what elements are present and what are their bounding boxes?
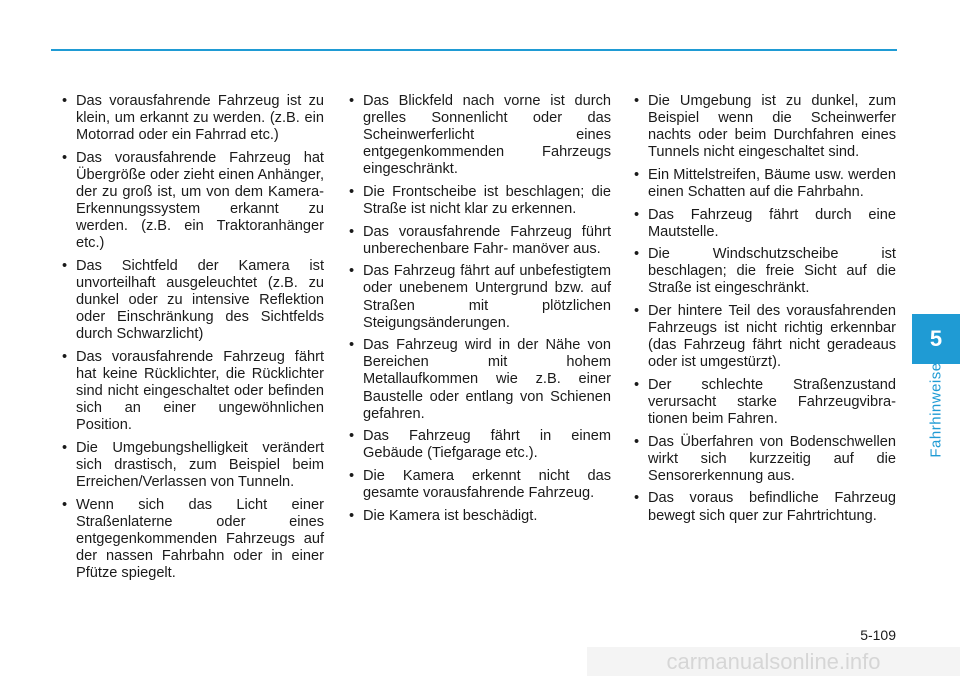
list-item: • Das Überfahren von Bodenschwellen wirkt sich kurzzeitig auf die Sensorerkennung aus. bbox=[634, 434, 896, 485]
list-item: • Wenn sich das Licht einer Straßenlaterne oder eines entgegenkommenden Fahrzeugs auf der nassen Fahrbahn oder in einer Pfütze spiegelt. bbox=[62, 497, 324, 582]
list-item: • Ein Mittelstreifen, Bäume usw. werden einen Schatten auf die Fahrbahn. bbox=[634, 167, 896, 201]
list-item: • Das Fahrzeug wird in der Nähe von Bereichen mit hohem Metallaufkommen wie z.B. einer Baustelle oder entlang von Schienen gefahren. bbox=[349, 337, 611, 422]
watermark-text: carmanualsonline.info bbox=[587, 647, 960, 676]
list-item: • Das Fahrzeug fährt in einem Gebäude (Tiefgarage etc.). bbox=[349, 428, 611, 462]
list-item: • Das vorausfahrende Fahrzeug fährt hat keine Rücklichter, die Rücklichter sind nicht eingeschaltet oder befinden sich an einer ungewöhnlichen Position. bbox=[62, 349, 324, 434]
list-item: • Die Frontscheibe ist beschlagen; die Straße ist nicht klar zu erkennen. bbox=[349, 184, 611, 218]
list-item: • Der hintere Teil des vorausfahrenden Fahrzeugs ist nicht richtig erkennbar (das Fahrzeug fährt nicht geradeaus oder ist umgestürzt). bbox=[634, 303, 896, 371]
list-item: • Das vorausfahrende Fahrzeug führt unberechenbare Fahr- manöver aus. bbox=[349, 224, 611, 258]
list-item: • Das Sichtfeld der Kamera ist unvorteilhaft ausgeleuchtet (z.B. zu dunkel oder zu intensive Reflektion oder Einschränkung des Sichtfelds durch Schwarzlicht) bbox=[62, 258, 324, 343]
top-divider-line bbox=[51, 49, 897, 51]
chapter-label: Fahrhinweise bbox=[927, 362, 945, 458]
page-number: 5-109 bbox=[860, 627, 896, 643]
list-item: • Das vorausfahrende Fahrzeug ist zu klein, um erkannt zu werden. (z.B. ein Motorrad oder ein Fahrrad etc.) bbox=[62, 93, 324, 144]
list-item: • Das Blickfeld nach vorne ist durch grelles Sonnenlicht oder das Scheinwerferlicht eines entgegenkommenden Fahrzeugs eingeschränkt. bbox=[349, 93, 611, 178]
text-column-middle bbox=[349, 93, 611, 530]
chapter-number-tab bbox=[912, 314, 960, 364]
list-item: • Die Kamera ist beschädigt. bbox=[349, 508, 611, 525]
text-column-right bbox=[634, 93, 896, 530]
list-item: • Das vorausfahrende Fahrzeug hat Übergröße oder zieht einen Anhänger, der zu groß ist, um von dem Kamera-Erkennungssystem erkannt zu werden. (z.B. ein Traktoranhänger etc.) bbox=[62, 150, 324, 253]
list-item: • Das voraus befindliche Fahrzeug bewegt sich quer zur Fahrtrichtung. bbox=[634, 490, 896, 524]
list-item: • Das Fahrzeug fährt auf unbefestigtem oder unebenem Untergrund bzw. auf Straßen mit plötzlichen Steigungsänderungen. bbox=[349, 263, 611, 331]
chapter-number: 5 bbox=[929, 326, 943, 351]
list-item: • Der schlechte Straßenzustand verursacht starke Fahrzeugvibra- tionen beim Fahren. bbox=[634, 377, 896, 428]
list-item: • Die Umgebungshelligkeit verändert sich drastisch, zum Beispiel beim Erreichen/Verlassen von Tunneln. bbox=[62, 440, 324, 491]
list-item: • Die Umgebung ist zu dunkel, zum Beispiel wenn die Scheinwerfer nachts oder beim Durchfahren eines Tunnels nicht eingeschaltet sind. bbox=[634, 93, 896, 161]
list-item: • Die Windschutzscheibe ist beschlagen; die freie Sicht auf die Straße ist eingeschränkt. bbox=[634, 246, 896, 297]
text-column-left bbox=[62, 93, 324, 588]
list-item: • Das Fahrzeug fährt durch eine Mautstelle. bbox=[634, 207, 896, 241]
list-item: • Die Kamera erkennt nicht das gesamte vorausfahrende Fahrzeug. bbox=[349, 468, 611, 502]
